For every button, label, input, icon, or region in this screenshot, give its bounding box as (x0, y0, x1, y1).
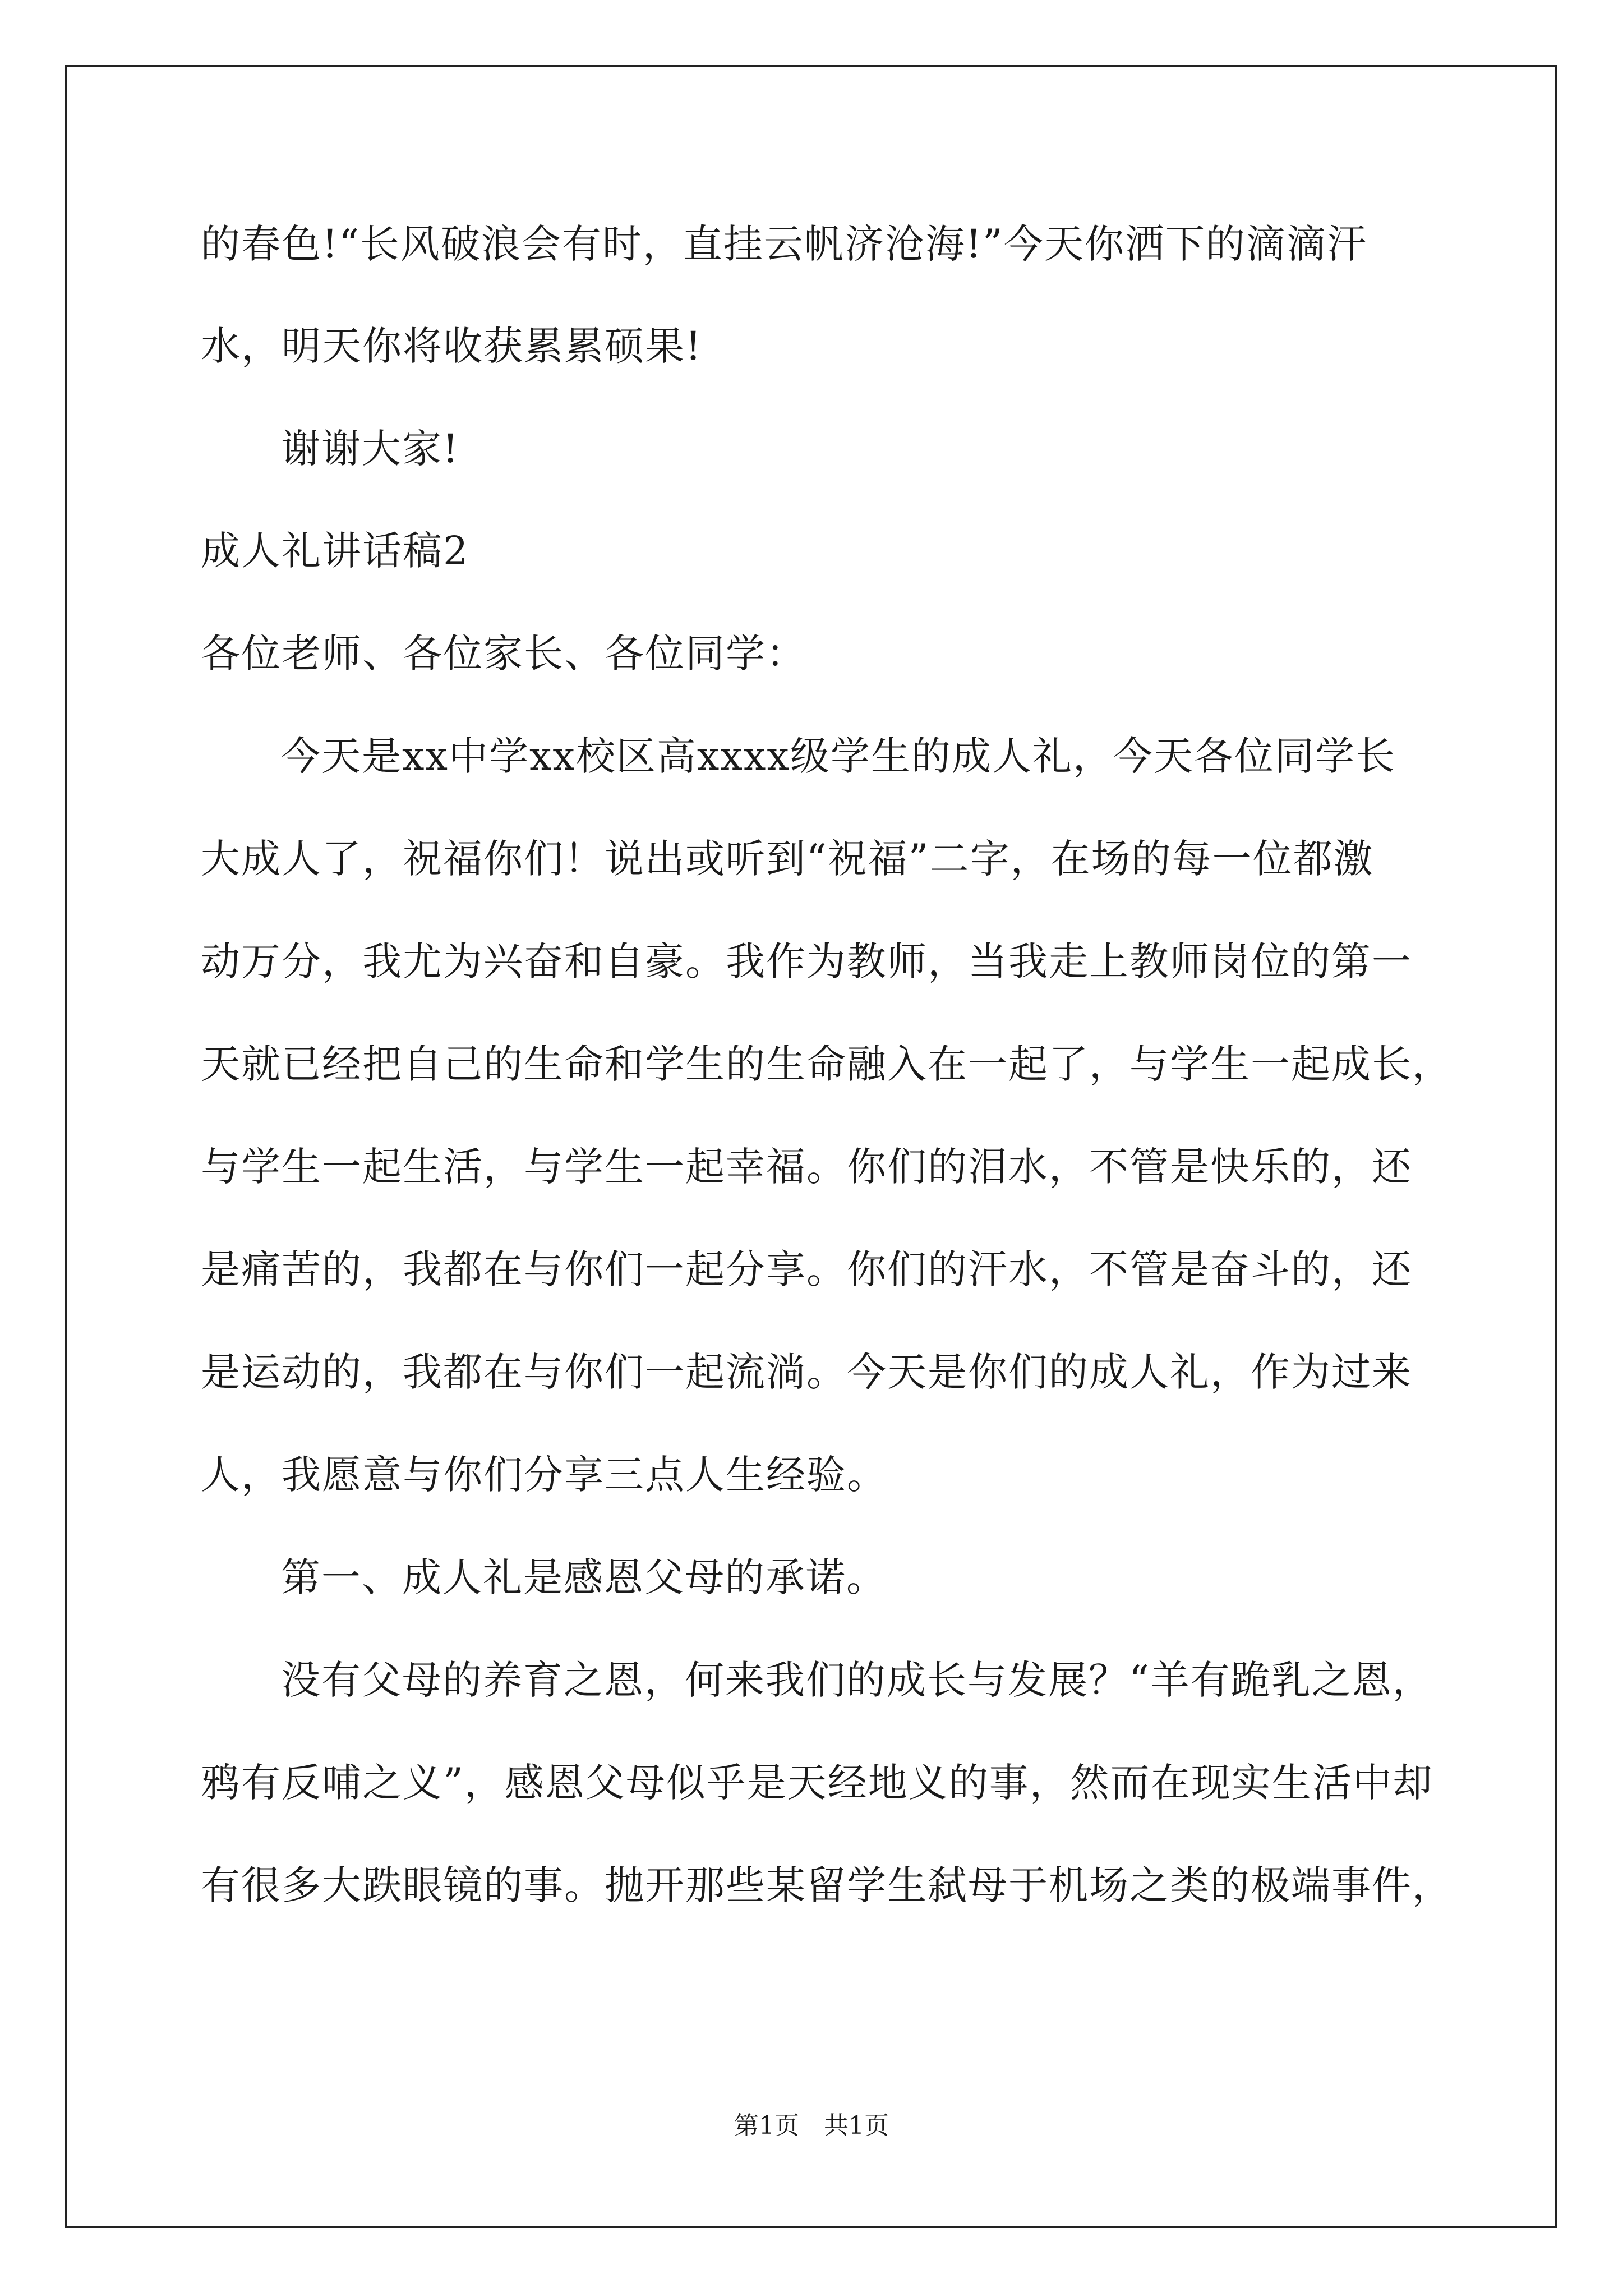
body-line: 动万分，我尤为兴奋和自豪。我作为教师，当我走上教师岗位的第一 (201, 938, 1412, 984)
body-line: 与学生一起生活，与学生一起幸福。你们的泪水，不管是快乐的，还 (201, 1144, 1412, 1190)
body-line: 是痛苦的，我都在与你们一起分享。你们的汗水，不管是奋斗的，还 (201, 1246, 1412, 1292)
body-line: 人，我愿意与你们分享三点人生经验。 (201, 1452, 887, 1498)
body-line: 大成人了，祝福你们！说出或听到“祝福”二字，在场的每一位都激 (201, 836, 1374, 882)
point-heading: 第一、成人礼是感恩父母的承诺。 (281, 1554, 887, 1600)
body-line: 没有父母的养育之恩，何来我们的成长与发展？“羊有跪乳之恩， (281, 1657, 1433, 1703)
section-heading: 成人礼讲话稿2 (201, 528, 469, 574)
body-line: 天就已经把自己的生命和学生的生命融入在一起了，与学生一起成长， (201, 1041, 1453, 1087)
body-line: 水，明天你将收获累累硕果! (201, 323, 703, 369)
body-line: 今天是xx中学xx校区高xxxx级学生的成人礼，今天各位同学长 (281, 733, 1396, 779)
closing-line: 谢谢大家! (281, 426, 460, 472)
page-number: 第1页 共1页 (734, 2111, 889, 2140)
body-line: 是运动的，我都在与你们一起流淌。今天是你们的成人礼，作为过来 (201, 1349, 1412, 1395)
body-line: 鸦有反哺之义”，感恩父母似乎是天经地义的事，然而在现实生活中却 (201, 1760, 1433, 1806)
salutation: 各位老师、各位家长、各位同学： (201, 631, 806, 677)
body-line: 有很多大跌眼镜的事。抛开那些某留学生弑母于机场之类的极端事件， (201, 1862, 1453, 1908)
body-line: 的春色!“长风破浪会有时，直挂云帆济沧海!”今天你洒下的滴滴汗 (201, 221, 1367, 267)
